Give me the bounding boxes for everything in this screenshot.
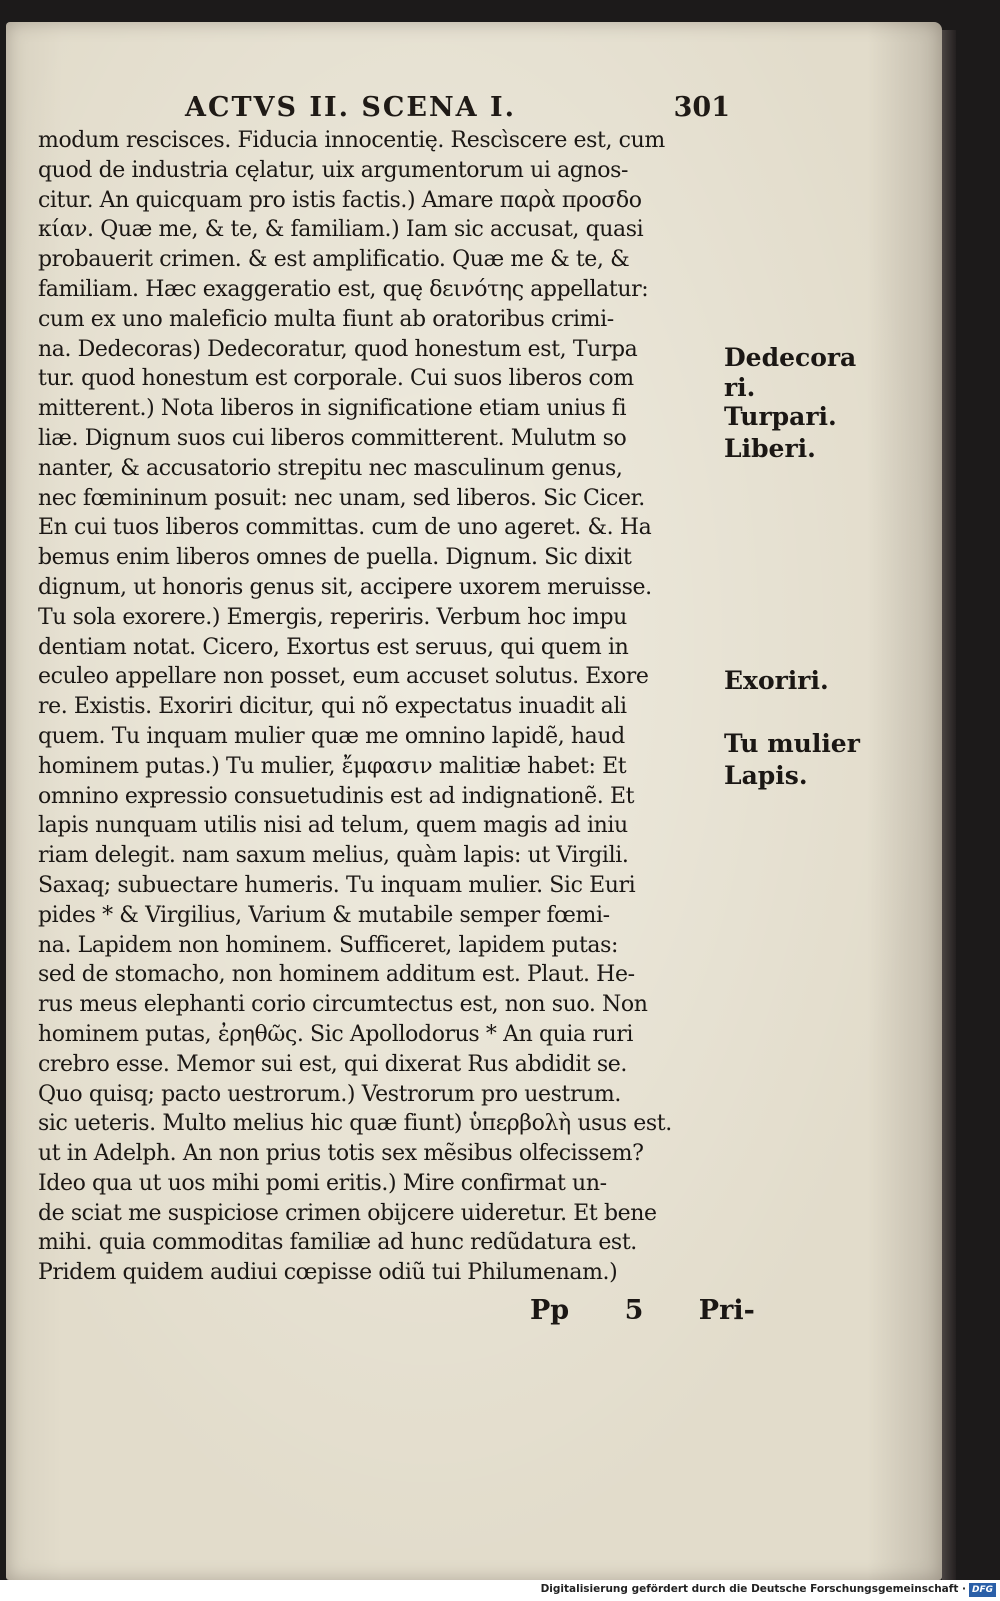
page-header	[40, 92, 730, 126]
dfg-logo-icon: DFG	[969, 1583, 996, 1597]
text-line: nec fœmininum posuit: nec unam, sed liberos. Sic Cicer.	[38, 485, 645, 511]
signature-line	[530, 1295, 755, 1326]
text-line: na. Dedecoras) Dedecoratur, quod honestum est, Turpa	[38, 336, 638, 362]
text-line: Saxaq; subuectare humeris. Tu inquam mulier. Sic Euri	[38, 872, 636, 898]
catchword: Pri-	[698, 1295, 755, 1326]
text-line: ut in Adelph. An non prius totis sex mẽsibus olfecissem?	[38, 1141, 644, 1167]
text-line: nanter, & accusatorio strepitu nec masculinum genus,	[38, 455, 623, 481]
text-line: cum ex uno maleficio multa fiunt ab oratoribus crimi-	[38, 306, 614, 332]
text-line: omnino expressio consuetudinis est ad indignationẽ. Et	[38, 783, 635, 809]
text-line: bemus enim liberos omnes de puella. Dignum. Sic dixit	[38, 545, 632, 571]
text-line: dignum, ut honoris genus sit, accipere uxorem meruisse.	[38, 574, 652, 600]
text-line: lapis nunquam utilis nisi ad telum, quem magis ad iniu	[38, 813, 628, 839]
footer-bar	[0, 1580, 1000, 1601]
page-number: 301	[673, 92, 730, 123]
funding-credit: Digitalisierung gefördert durch die Deutsche Forschungsgemeinschaft ·	[540, 1583, 966, 1595]
text-line: de sciat me suspiciose crimen obijcere uideretur. Et bene	[38, 1200, 657, 1226]
text-line: quod de industria cęlatur, uix argumentorum ui agnos-	[38, 157, 629, 183]
commentary-text	[38, 126, 728, 1288]
text-line: mihi. quia commoditas familiæ ad hunc redũdatura est.	[38, 1230, 637, 1256]
text-line: modum rescisces. Fiducia innocentię. Rescìscere est, cum	[38, 128, 665, 153]
text-line: dentiam notat. Cicero, Exortus est seruus, qui quem in	[38, 634, 629, 660]
margin-note-liberi: Liberi.	[724, 434, 816, 463]
text-line: Ideo qua ut uos mihi pomi eritis.) Mire confirmat un-	[38, 1170, 607, 1196]
text-line: hominem putas.) Tu mulier, ἔμφασιν malitiæ habet: Et	[38, 753, 627, 779]
page-edge-shadow	[942, 30, 956, 1580]
text-line: citur. An quicquam pro istis factis.) Amare παρὰ προσδο	[38, 187, 642, 213]
text-line: riam delegit. nam saxum melius, quàm lapis: ut Virgili.	[38, 843, 629, 869]
text-line: sic ueteris. Multo melius hic quæ fiunt) ὑπερβολὴ usus est.	[38, 1111, 672, 1137]
running-head: ACTVS II. SCENA I.	[185, 92, 517, 123]
text-line: probauerit crimen. & est amplificatio. Quæ me & te, &	[38, 247, 630, 273]
text-line: liæ. Dignum suos cui liberos committerent. Mulutm so	[38, 425, 627, 451]
text-line: quem. Tu inquam mulier quæ me omnino lapidẽ, haud	[38, 723, 625, 749]
text-line: hominem putas, ἐρηθῶς. Sic Apollodorus * An quia ruri	[38, 1021, 633, 1047]
text-line: Tu sola exorere.) Emergis, reperiris. Verbum hoc impu	[38, 604, 627, 630]
margin-note-line: ri.	[724, 373, 756, 402]
text-line: rus meus elephanti corio circumtectus est, non suo. Non	[38, 992, 648, 1018]
margin-note-exoriri: Exoriri.	[724, 666, 829, 695]
text-line: κίαν. Quæ me, & te, & familiam.) Iam sic accusat, quasi	[38, 217, 644, 243]
text-line: re. Existis. Exoriri dicitur, qui nõ expectatus inuadit ali	[38, 694, 627, 720]
text-line: na. Lapidem non hominem. Sufficeret, lapidem putas:	[38, 932, 619, 958]
text-line: familiam. Hæc exaggeratio est, quę δεινότης appellatur:	[38, 276, 649, 302]
margin-note-tu-mulier: Tu mulier	[724, 729, 860, 758]
text-line: tur. quod honestum est corporale. Cui suos liberos com	[38, 366, 634, 392]
signature-mark: Pp	[530, 1295, 570, 1326]
text-line: sed de stomacho, non hominem additum est. Plaut. He-	[38, 962, 635, 988]
text-line: crebro esse. Memor sui est, qui dixerat Rus abdidit se.	[38, 1051, 627, 1077]
text-line: mitterent.) Nota liberos in significatione etiam unius fi	[38, 396, 627, 422]
margin-note-line: Dedecora	[724, 343, 857, 372]
text-line: pides * & Virgilius, Varium & mutabile semper fœmi-	[38, 902, 610, 928]
text-line: Quo quisq; pacto uestrorum.) Vestrorum pro uestrum.	[38, 1081, 621, 1107]
text-line: Pridem quidem audiui cœpisse odiũ tui Philumenam.)	[38, 1260, 618, 1286]
margin-note-dedecorari	[724, 343, 856, 403]
text-line: eculeo appellare non posset, eum accuset solutus. Exore	[38, 664, 649, 690]
margin-note-lapis: Lapis.	[724, 761, 808, 790]
margin-note-turpari: Turpari.	[724, 402, 837, 431]
text-line: En cui tuos liberos committas. cum de uno ageret. &. Ha	[38, 515, 652, 541]
signature-number: 5	[624, 1295, 644, 1326]
